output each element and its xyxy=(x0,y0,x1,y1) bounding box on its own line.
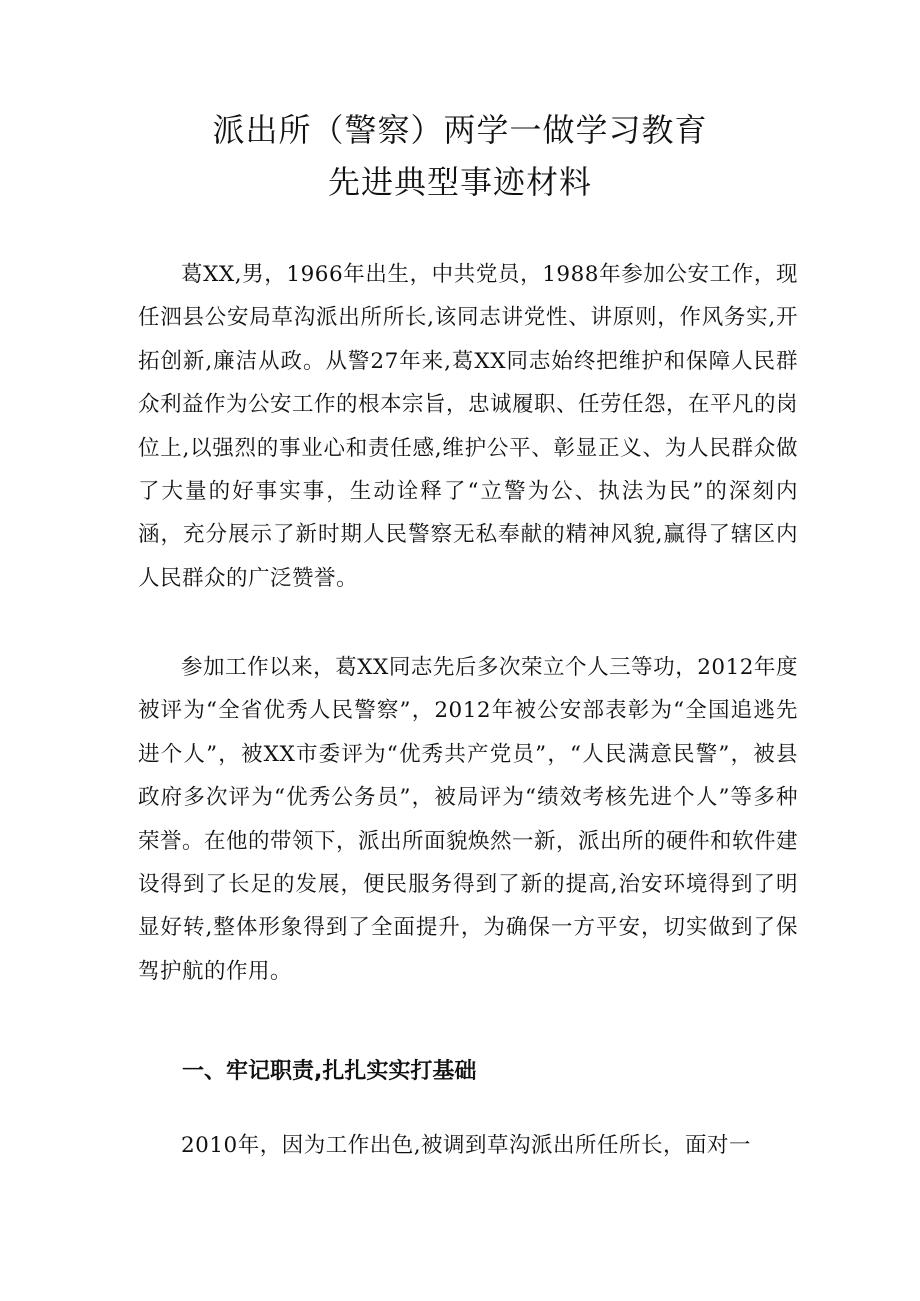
paragraph-honors: 参加工作以来，葛XX同志先后多次荣立个人三等功，2012年度被评为“全省优秀人民警察”，2012年被公安部表彰为“全国追逃先进个人”，被XX市委评为“优秀共产党员”，“人民满意民警”，被县政府多次评为“优秀公务员”，被局评为“绩效考核先进个人”等多种荣誉。在他的带领下，派出所面貌焕然一新，派出所的硬件和软件建设得到了长足的发展，便民服务得到了新的提高,治安环境得到了明显好转,整体形象得到了全面提升，为确保一方平安，切实做到了保驾护航的作用。 xyxy=(138,655,799,984)
section-heading: 一、牢记职责,扎扎实实打基础 xyxy=(182,1059,477,1084)
paragraph-section-1: 2010年，因为工作出色,被调到草沟派出所任所长，面对一 xyxy=(181,1133,752,1158)
title-line-1: 派出所（警察）两学一做学习教育 xyxy=(212,111,708,149)
document-title xyxy=(0,104,920,208)
paragraph-profile: 葛XX,男，1966年出生，中共党员，1988年参加公安工作，现任泗县公安局草沟派出所所长,该同志讲党性、讲原则，作风务实,开拓创新,廉洁从政。从警27年来,葛XX同志始终把维护和保障人民群众利益作为公安工作的根本宗旨，忠诚履职、任劳任怨，在平凡的岗位上,以强烈的事业心和责任感,维护公平、彰显正义、为人民群众做了大量的好事实事，生动诠释了“立警为公、执法为民”的深刻内涵，充分展示了新时期人民警察无私奉献的精神风貌,赢得了辖区内人民群众的广泛赞誉。 xyxy=(138,262,799,591)
title-line-2: 先进典型事迹材料 xyxy=(327,163,592,201)
